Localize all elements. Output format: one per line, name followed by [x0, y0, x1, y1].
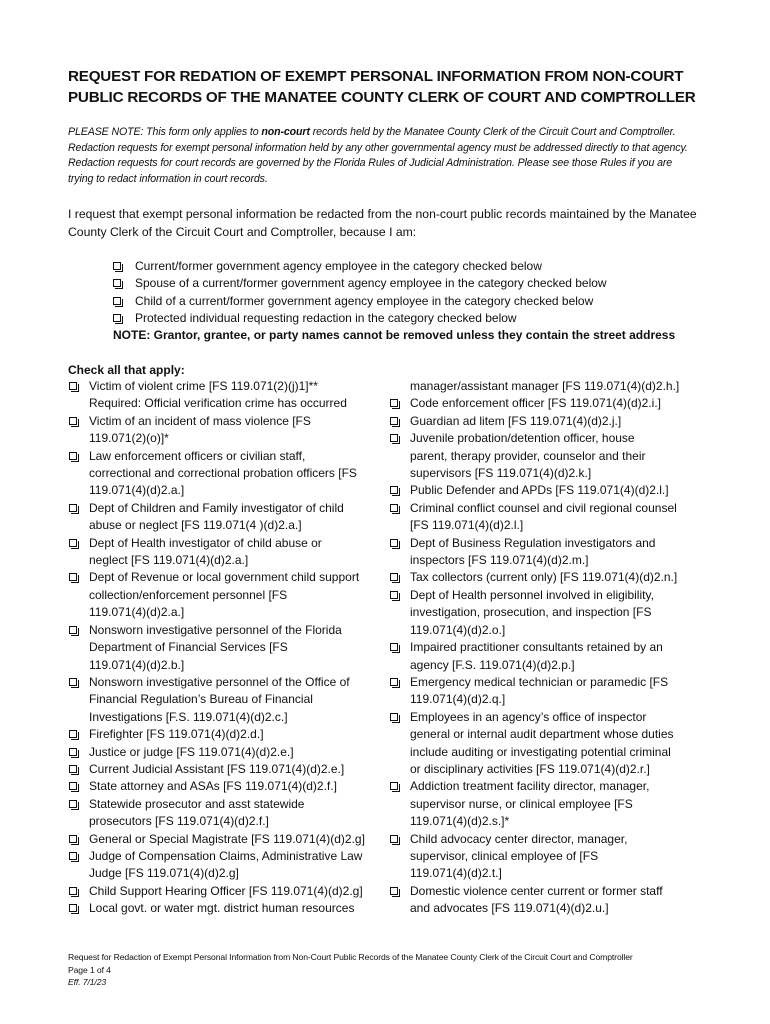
category-item — [68, 448, 386, 500]
category-label-line: Current Judicial Assistant [FS 119.071(4)(d)2.e.] — [89, 761, 345, 776]
category-label-line: Tax collectors (current only) [FS 119.071(4)(d)2.n.] — [410, 570, 678, 585]
category-label-line: Child advocacy center director, manager, — [410, 831, 628, 846]
reason-label: Spouse of a current/former government agency employee in the category checked below — [135, 276, 607, 291]
category-label-line: Child Support Hearing Officer [FS 119.071(4)(d)2.g] — [89, 883, 363, 898]
footer-form-title: Request for Redaction of Exempt Personal Information from Non-Court Public Records of the Manatee County Clerk of the Circuit Court and Comptroller — [68, 952, 633, 962]
checkbox[interactable] — [69, 852, 77, 860]
checkbox[interactable] — [69, 730, 77, 738]
category-item — [389, 674, 709, 709]
title-line-2: PUBLIC RECORDS OF THE MANATEE COUNTY CLERK OF COURT AND COMPTROLLER — [68, 89, 696, 106]
page-number: Page 1 of 4 — [68, 964, 111, 975]
category-item — [389, 482, 709, 499]
category-item — [389, 569, 709, 586]
category-item — [68, 883, 386, 900]
category-item — [389, 709, 709, 779]
category-label-line: inspectors [FS 119.071(4)(d)2.m.] — [410, 553, 589, 568]
category-label-line: general or internal audit department whose duties — [410, 727, 674, 742]
checkbox[interactable] — [390, 782, 398, 790]
category-label-line: Firefighter [FS 119.071(4)(d)2.d.] — [89, 727, 264, 742]
page-footer — [68, 951, 708, 989]
category-label-line: Code enforcement officer [FS 119.071(4)(d)2.i.] — [410, 396, 662, 411]
category-label-line: Victim of violent crime [FS 119.071(2)(j)1]** — [89, 379, 318, 393]
category-label-line: 119.071(4)(d)2.t.] — [410, 866, 502, 881]
category-label-line: Law enforcement officers or civilian staff, — [89, 448, 306, 463]
checkbox[interactable] — [390, 573, 398, 581]
category-label-line: 119.071(4)(d)2.o.] — [410, 622, 506, 637]
category-label-line: Victim of an incident of mass violence [FS — [89, 413, 311, 428]
category-label-line: Dept of Business Regulation investigators and — [410, 535, 656, 550]
checkbox[interactable] — [69, 835, 77, 843]
checkbox[interactable] — [390, 887, 398, 895]
category-label-line: Emergency medical technician or paramedic [FS — [410, 674, 669, 689]
category-label-line: Justice or judge [FS 119.071(4)(d)2.e.] — [89, 744, 294, 759]
category-list-left — [68, 378, 386, 918]
checkbox[interactable] — [69, 782, 77, 790]
category-label-line: correctional and correctional probation officers [FS — [89, 466, 357, 481]
category-list-right — [389, 378, 709, 918]
checkbox[interactable] — [113, 262, 121, 270]
category-item — [68, 796, 386, 831]
reason-item — [113, 293, 713, 310]
category-label-line: or disciplinary activities [FS 119.071(4)(d)2.r.] — [410, 761, 650, 776]
category-item — [68, 569, 386, 621]
category-item — [68, 500, 386, 535]
checkbox[interactable] — [390, 399, 398, 407]
category-label-line: supervisors [FS 119.071(4)(d)2.k.] — [410, 466, 592, 481]
category-label-line: Financial Regulation’s Bureau of Financial — [89, 692, 313, 707]
category-label-line: include auditing or investigating potential criminal — [410, 744, 671, 759]
category-label-line: 119.071(2)(o)]* — [89, 431, 169, 446]
checkbox[interactable] — [69, 678, 77, 686]
checkbox[interactable] — [390, 504, 398, 512]
please-note — [68, 125, 698, 187]
category-label-line: Judge [FS 119.071(4)(d)2.g] — [89, 866, 239, 881]
checkbox[interactable] — [390, 434, 398, 442]
checkbox[interactable] — [390, 678, 398, 686]
category-label-line: Addiction treatment facility director, manager, — [410, 779, 650, 794]
category-label-line: 119.071(4)(d)2.a.] — [89, 483, 185, 498]
category-label-line: neglect [FS 119.071(4)(d)2.a.] — [89, 553, 249, 568]
category-item — [389, 535, 709, 570]
checkbox[interactable] — [390, 486, 398, 494]
grantor-note: NOTE: Grantor, grantee, or party names cannot be removed unless they contain the street address — [113, 328, 676, 343]
note-prefix: PLEASE NOTE: This form only applies to — [68, 126, 262, 138]
reason-label: Child of a current/former government agency employee in the category checked below — [135, 293, 594, 308]
checkbox[interactable] — [69, 748, 77, 756]
reason-label: Protected individual requesting redaction in the category checked below — [135, 310, 517, 325]
category-item — [68, 778, 386, 795]
category-label-line: investigation, prosecution, and inspection [FS — [410, 605, 652, 620]
category-item — [68, 831, 386, 848]
checkbox[interactable] — [390, 539, 398, 547]
category-label-line: Dept of Health personnel involved in eligibility, — [410, 587, 654, 602]
category-label-line: 119.071(4)(d)2.s.]* — [410, 814, 510, 829]
category-label-line: 119.071(4)(d)2.a.] — [89, 605, 185, 620]
category-label-line: 119.071(4)(d)2.b.] — [89, 657, 185, 672]
category-label-line: supervisor nurse, or clinical employee [FS — [410, 796, 633, 811]
intro-statement: I request that exempt personal information be redacted from the non-court public records maintained by the Manatee County Clerk of the Circuit Court and Comptroller, because I am: — [68, 207, 697, 239]
category-label-line: Nonsworn investigative personnel of the Florida — [89, 622, 342, 637]
category-label-line: supervisor, clinical employee of [FS — [410, 848, 599, 863]
checkbox[interactable] — [69, 539, 77, 547]
checkbox[interactable] — [390, 643, 398, 651]
category-item — [389, 413, 709, 430]
category-label-line: Nonsworn investigative personnel of the Office of — [89, 674, 350, 689]
checkbox[interactable] — [390, 417, 398, 425]
checkbox[interactable] — [69, 765, 77, 773]
checkbox[interactable] — [69, 417, 77, 425]
reason-item — [113, 310, 713, 327]
category-label-line: Department of Financial Services [FS — [89, 640, 288, 655]
category-item — [68, 848, 386, 883]
category-item — [68, 900, 386, 917]
category-item — [68, 674, 386, 726]
category-item — [389, 395, 709, 412]
checkbox[interactable] — [69, 504, 77, 512]
note-bold: non-court — [261, 126, 310, 138]
category-item — [68, 378, 386, 413]
category-label-line: General or Special Magistrate [FS 119.071(4)(d)2.g] — [89, 831, 365, 846]
checkbox[interactable] — [113, 314, 121, 322]
checkbox[interactable] — [69, 382, 77, 390]
title-line-1: REQUEST FOR REDATION OF EXEMPT PERSONAL INFORMATION FROM NON-COURT — [68, 68, 684, 85]
category-item — [389, 430, 709, 482]
category-label-line: abuse or neglect [FS 119.071(4 )(d)2.a.] — [89, 518, 302, 533]
category-label-line: Dept of Revenue or local government child support — [89, 570, 360, 585]
category-continuation: manager/assistant manager [FS 119.071(4)(d)2.h.] — [410, 379, 680, 393]
checkbox[interactable] — [69, 800, 77, 808]
category-label-line: Domestic violence center current or former staff — [410, 883, 663, 898]
category-label-line: parent, therapy provider, counselor and their — [410, 448, 646, 463]
checkbox[interactable] — [69, 626, 77, 634]
category-label-line: collection/enforcement personnel [FS — [89, 587, 288, 602]
checkbox[interactable] — [69, 452, 77, 460]
checkbox[interactable] — [113, 279, 121, 287]
category-label-line: Local govt. or water mgt. district human resources — [89, 901, 355, 916]
category-label-line: Required: Official verification crime has occurred — [89, 396, 347, 411]
reason-label: Current/former government agency employee in the category checked below — [135, 259, 542, 273]
checkbox[interactable] — [113, 297, 121, 305]
checkbox[interactable] — [390, 835, 398, 843]
checkbox[interactable] — [390, 591, 398, 599]
category-item — [68, 744, 386, 761]
reason-list — [113, 258, 713, 344]
category-item — [68, 413, 386, 448]
category-item — [68, 535, 386, 570]
category-item — [68, 726, 386, 743]
category-label-line: Dept of Health investigator of child abuse or — [89, 535, 322, 550]
category-item — [389, 639, 709, 674]
reason-item — [113, 275, 713, 292]
checkbox[interactable] — [69, 904, 77, 912]
category-item — [389, 831, 709, 883]
category-label-line: Guardian ad litem [FS 119.071(4)(d)2.j.] — [410, 413, 622, 428]
reason-item — [113, 258, 713, 275]
category-label-line: Juvenile probation/detention officer, house — [410, 431, 635, 446]
category-label-line: [FS 119.071(4)(d)2.l.] — [410, 518, 524, 533]
category-item — [389, 500, 709, 535]
category-label-line: Impaired practitioner consultants retained by an — [410, 640, 663, 655]
category-label-line: Public Defender and APDs [FS 119.071(4)(d)2.l.] — [410, 483, 669, 498]
category-label-line: 119.071(4)(d)2.q.] — [410, 692, 506, 707]
category-item — [68, 622, 386, 674]
form-title — [68, 66, 708, 108]
note-rest: records held by the Manatee County Clerk of the Circuit Court and Comptroller. Redaction requests for exempt personal information held by any other governmental agency must be addressed directly to that agency. Redaction requests for court records are governed by the Florida Rules of Judicial Administration. Please see those Rules if you are trying to redact information in court records. — [68, 126, 688, 185]
category-label-line: Judge of Compensation Claims, Administrative Law — [89, 848, 363, 863]
checkbox[interactable] — [69, 573, 77, 581]
category-item — [389, 778, 709, 830]
category-label-line: agency [F.S. 119.071(4)(d)2.p.] — [410, 657, 575, 672]
checkbox[interactable] — [69, 887, 77, 895]
category-item — [68, 761, 386, 778]
check-all-heading: Check all that apply: — [68, 363, 185, 377]
category-label-line: Statewide prosecutor and asst statewide — [89, 796, 305, 811]
category-label-line: Employees in an agency’s office of inspector — [410, 709, 647, 724]
category-item — [389, 587, 709, 639]
checkbox[interactable] — [390, 713, 398, 721]
category-label-line: State attorney and ASAs [FS 119.071(4)(d)2.f.] — [89, 779, 337, 794]
category-item — [389, 883, 709, 918]
category-label-line: Investigations [F.S. 119.071(4)(d)2.c.] — [89, 709, 288, 724]
category-label-line: and advocates [FS 119.071(4)(d)2.u.] — [410, 901, 609, 916]
effective-date: Eff. 7/1/23 — [68, 977, 107, 987]
category-label-line: prosecutors [FS 119.071(4)(d)2.f.] — [89, 814, 269, 829]
category-label-line: Criminal conflict counsel and civil regional counsel — [410, 500, 677, 515]
category-label-line: Dept of Children and Family investigator of child — [89, 500, 344, 515]
